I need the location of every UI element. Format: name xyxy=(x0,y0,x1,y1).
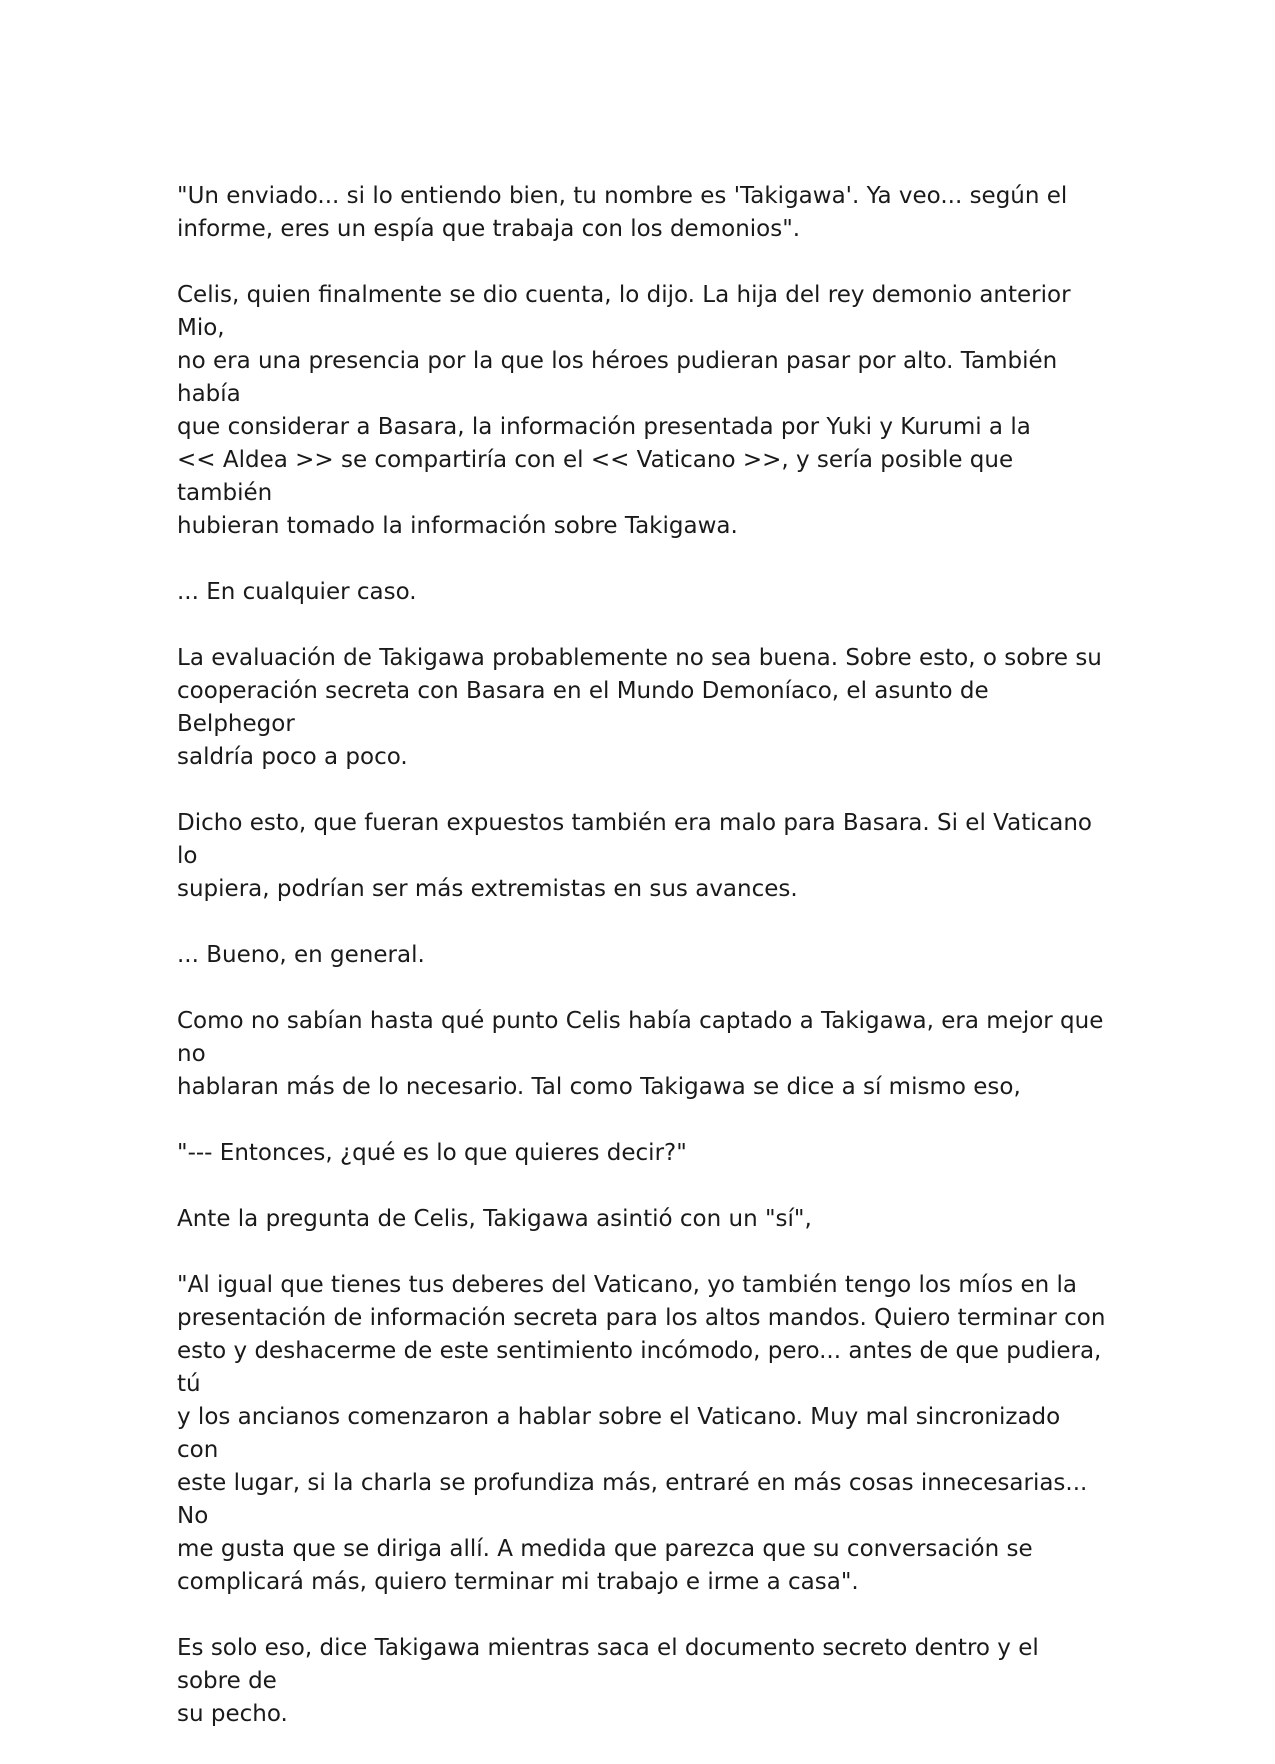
paragraph: Es solo eso, dice Takigawa mientras saca el documento secreto dentro y el sobre de su pecho. xyxy=(177,1635,1039,1727)
paragraph: Ante la pregunta de Celis, Takigawa asintió con un "sí", xyxy=(177,1206,812,1232)
paragraph: Dicho esto, que fueran expuestos también era malo para Basara. Si el Vaticano lo supiera, podrían ser más extremistas en sus avances. xyxy=(177,810,1093,902)
paragraph: "--- Entonces, ¿qué es lo que quieres decir?" xyxy=(177,1140,687,1166)
paragraph: Celis, quien finalmente se dio cuenta, lo dijo. La hija del rey demonio anterior Mio, no era una presencia por la que los héroes pudieran pasar por alto. También había que considerar a Basara, la información presentada por Yuki y Kurumi a la << Aldea >> se compartiría con el << Vaticano >>, y sería posible que también hubieran tomado la información sobre Takigawa. xyxy=(177,282,1071,539)
document-body xyxy=(177,180,1107,1764)
paragraph: "Un enviado... si lo entiendo bien, tu nombre es 'Takigawa'. Ya veo... según el informe, eres un espía que trabaja con los demonios". xyxy=(177,183,1068,242)
paragraph: "Al igual que tienes tus deberes del Vaticano, yo también tengo los míos en la presentación de información secreta para los altos mandos. Quiero terminar con esto y deshacerme de este sentimiento incómodo, pero... antes de que pudiera, tú y los ancianos comenzaron a hablar sobre el Vaticano. Muy mal sincronizado con este lugar, si la charla se profundiza más, entraré en más cosas innecesarias... No me gusta que se diriga allí. A medida que parezca que su conversación se complicará más, quiero terminar mi trabajo e irme a casa". xyxy=(177,1272,1106,1595)
paragraph: La evaluación de Takigawa probablemente no sea buena. Sobre esto, o sobre su cooperación secreta con Basara en el Mundo Demoníaco, el asunto de Belphegor saldría poco a poco. xyxy=(177,645,1102,770)
paragraph: ... En cualquier caso. xyxy=(177,579,417,605)
paragraph: ... Bueno, en general. xyxy=(177,942,425,968)
paragraph: Como no sabían hasta qué punto Celis había captado a Takigawa, era mejor que no hablaran más de lo necesario. Tal como Takigawa se dice a sí mismo eso, xyxy=(177,1008,1104,1100)
